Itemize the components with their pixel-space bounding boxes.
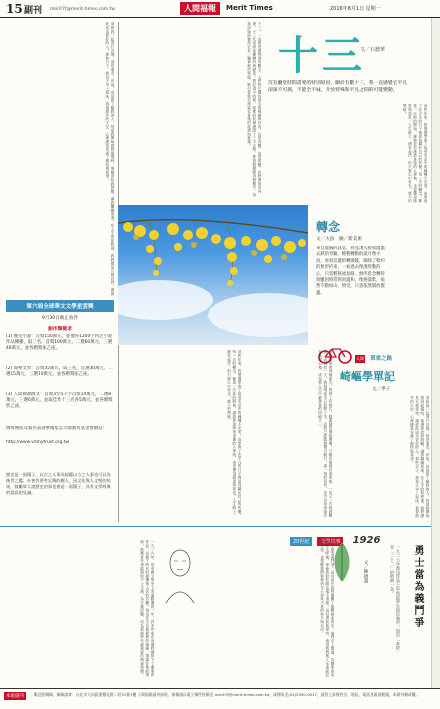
footer-tag: 本報副刊 xyxy=(6,694,24,699)
award-title: 第六屆全球華文文學星雲獎 xyxy=(6,300,114,312)
logo: 人間福報 xyxy=(180,2,220,15)
flower-photo xyxy=(118,205,308,345)
lower-mid-text: 勇士當為義鬥爭，這句話在當時激勵了無數熱血青年。他們走上街頭，為國家的前途奔走呼號，即使面對危險也毫不退縮。這份勇氣與堅持，值得我們後人永遠銘記與學習，也提醒我們要珍惜今天得來不易的和平與自由。 xyxy=(320,540,335,677)
header-rule xyxy=(0,17,440,18)
essay-courage-title: 勇士當為義鬥爭 xyxy=(412,545,423,629)
award-heading: 創作類徵求 xyxy=(48,327,72,332)
cycling-banner-small: 人間 xyxy=(356,356,364,361)
banner-year: 1926 xyxy=(352,535,381,546)
essay-turn-title: 轉念 xyxy=(316,220,341,234)
footer-text: 歡迎您賜稿，賜稿請寄：台北市大同區重慶北路二段31號7樓 人間福報副刊部收，來稿請以電子郵件投稿至 merit7f@merit-times.com.tw，或傳真至(02)2550-0017，請寫上真實姓名、地址、電話及匯款帳號，本報有刪改權。 xyxy=(34,692,420,697)
essay-thirteen-title: 十三 xyxy=(278,33,366,79)
award-item-2: (2) 報導文學：首獎35萬元，取三名，首選30萬元，二選15萬元，三選10萬元，並各贈獎座乙座。 xyxy=(6,366,113,377)
cycling-body-text: 學騎單車的那個夏天，我摔了好幾次，膝蓋總是傷痕累累。父親在後面扶著車座，一次又一次地鼓勵我，直到有一天，我發現他早已放開了手，而我已經能夠獨自騎行。那一刻的喜悅，至今仍深深烙印在我的心裡，成為我人生中最珍貴的回憶之一。 xyxy=(318,350,333,518)
essay-thirteen-continued: 這些年來，我慢慢學會了接受生活中的種種不完美，也學會了在平凡的日子裡尋找屬於自己的快樂。每一次的轉念，都是一次新的開始，讓我更加珍惜身邊的人事物，也更懂得感恩與知足。人生路上，總有起伏，但只要心中有光，就不怕黑暗。 xyxy=(403,104,428,203)
essay-turn-poem: 來自遠處的訊息，看見淺入接收溫溫去熱的考驗，輕輕轉動的歲月像小鳥，看看這邊的轉變鏡，解除了軟約的無形約束。一如過去像淺得動的心，只需輕移流星路，無所思念轉特效雖因時常與而溫和，像變濤紫，依然不動如山，憤受，只意依然開放懷靈。 xyxy=(316,246,385,296)
award-deadline: 9月30日截止收件 xyxy=(41,316,79,321)
portrait-sketch xyxy=(160,545,200,605)
award-item-3: (3) 人間佛教散文：首獎3至5千字首獎10萬元，二選8萬元，三選6萬元，並取佳作十三名各5萬元，並各贈獎狀乙座。 xyxy=(6,392,113,409)
essay-thirteen-lead: 沒有廳堂時間書愛的特別原因，關於有數十三，我一直感覺它平凡卻深不可測，不能全不妹，介於特殊和平凡之間的可能變動。 xyxy=(268,81,408,93)
flower-branches xyxy=(118,205,308,345)
leaf-decoration xyxy=(330,540,354,588)
lower-left-text: 一九二六年，是中國文學史上充滿動盪的一年，許多作家在這個時期寫下了重要的作品，記錄了時代的變遷與人民的苦難。魯迅先生以他犀利的筆鋒，揭露社會的黑暗，鼓舞青年勇敢面對不公不義，為正義而戰，成為那個時代最重要的精神指標。 xyxy=(140,540,155,677)
sidebar-body-text: 喜和我一起遊行各地，他是朋友、伴侶，也是最了解我的人，每當我開始感到疲倦時，他總會給我鼓勵，讓我繼續前進。在人生的旅程裡，我們總是互相扶持，讓彼此成為更好的人。那些日子，我每天早上起床，看著窗外的天空，心裡總是充滿了期待與希望。 xyxy=(105,22,115,296)
award-url[interactable]: http://www.vmhytrust.org.tw xyxy=(6,440,70,445)
right-lower-text: 喜和我一起遊行各地，他是朋友、伴侶，也是最了解我的人，每當我開始感到疲倦時，他總會給我鼓勵，讓我繼續前進。在人生的旅程裡，我們總是互相扶持，讓彼此成為更好的人。那些日子，我每天早上起床，看著窗外的天空，心裡總是充滿了期待與希望。 xyxy=(410,396,430,518)
footer xyxy=(0,690,440,709)
award-notice xyxy=(6,300,114,465)
cycling-byline: 文／季子 xyxy=(372,387,391,392)
header-date: 2016年8月1日 星期一 xyxy=(330,6,381,12)
middle-body-text: 這些年來，我慢慢學會了接受生活中的種種不完美，也學會了在平凡的日子裡尋找屬於自己的快樂。每一次的轉念，都是一次新的開始，讓我更加珍惜身邊的人事物，也更懂得感恩與知足。人生路上，總有起伏，但只要心中有光，就不怕黑暗。 xyxy=(227,350,242,518)
edge-strip xyxy=(431,18,440,688)
lower-section-rule xyxy=(0,526,431,527)
essay-courage-byline: 文／陳德超 xyxy=(363,560,368,583)
essay-thirteen-byline: 文／石德華 xyxy=(360,47,386,53)
section-title: 副刊 xyxy=(24,6,43,16)
banner-label: 20世紀 xyxy=(290,537,312,546)
sidebar-quote: 歷史是一面鏡子，以古之人事為規鑑以今之人事也可以為後世之鑑；社會有要有足夠的關人，因文化與人文聖的結果，鼓勵眾人說歷史的事也會是一面鏡子、具有文學經典的當高的見識。 xyxy=(6,472,111,495)
essay-courage-subtitle: 一九二六年魯迅作品之中寫給學生的信號中，寫出「本院」至「二十二」的時刻一念。 xyxy=(390,545,401,654)
brand-name: Merit Times xyxy=(226,4,273,12)
header-email[interactable]: merit7f@merit-times.com.tw xyxy=(50,7,116,12)
page-number: 15 xyxy=(6,2,23,16)
essay-thirteen-body: 十三，一直都是個特別的數字，人們對它總有莫名的疑慮與好奇。它是奇數，也是質數，在時間的長河裡，十三代表著某種轉折與變化。我記得小時候，家裡的長輩總說十三不吉利，要我們避開這個數字，但我卻始終覺得它有一種神秘的美感，吸引著我去探索它背後的故事與意義。 xyxy=(247,22,262,197)
award-item-1: (1) 歷史小說：首獎150萬元，並他得1200字內之小說作品傳播，取三名，首獎100萬元，二選60萬元，三選40萬元，並各贈獎座乙座。 xyxy=(6,334,113,351)
cycling-banner-large: 單車之路 xyxy=(370,356,393,362)
cycling-banner xyxy=(355,345,392,364)
footer-rule xyxy=(0,688,440,689)
cycling-title: 崎嶇學單記 xyxy=(340,370,395,383)
essay-turn-byline: 文／大魚 圖／新美術 xyxy=(316,237,362,242)
award-note: 徵獎辦法及報名表請參閱星雲大師教育基金會網站： xyxy=(6,426,107,431)
banner-label-2: 文學故事 xyxy=(317,537,343,546)
